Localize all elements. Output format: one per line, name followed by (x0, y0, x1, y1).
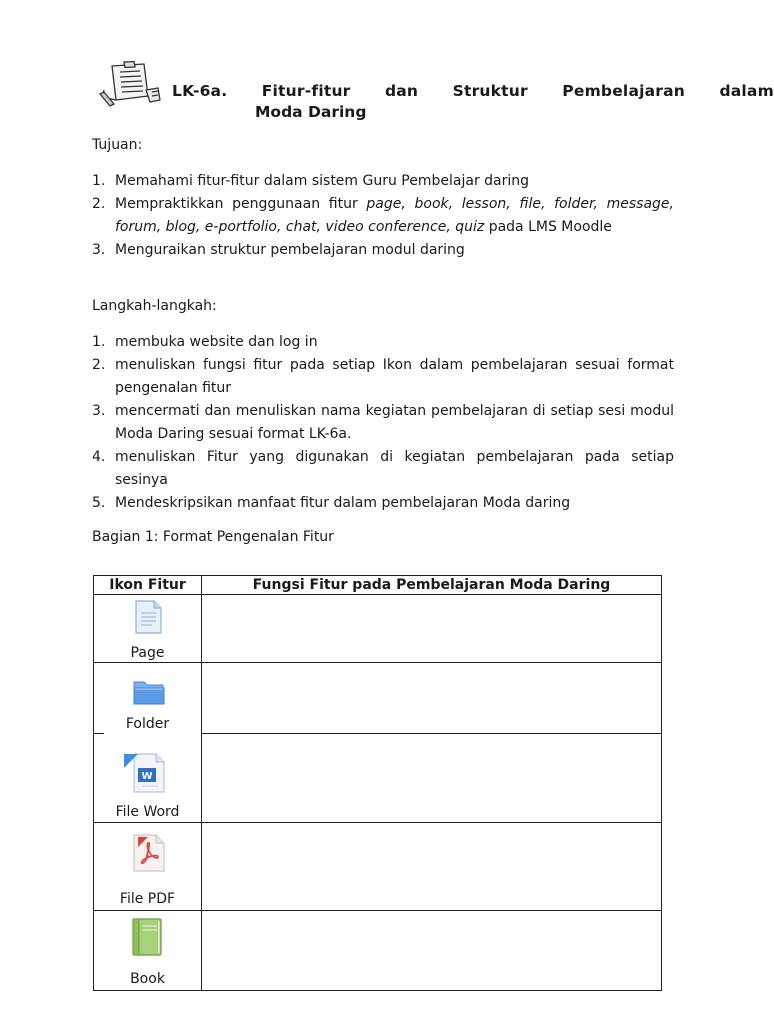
list-text: Mendeskripsikan manfaat fitur dalam pembelajaran Moda daring (115, 495, 571, 511)
clipboard-writing-icon (98, 60, 162, 108)
list-number: 4. (92, 449, 106, 465)
list-text-suffix: pada LMS Moodle (484, 219, 612, 235)
list-number: 5. (92, 495, 106, 511)
list-number: 2. (92, 196, 106, 212)
function-cell[interactable] (202, 595, 661, 662)
bagian-1-heading: Bagian 1: Format Pengenalan Fitur (92, 529, 334, 545)
list-text: Menguraikan struktur pembelajaran modul daring (115, 242, 465, 258)
column-header-function: Fungsi Fitur pada Pembelajaran Moda Daring (252, 577, 611, 593)
book-icon (130, 917, 164, 957)
table-row (94, 823, 661, 910)
list-item (92, 492, 674, 515)
list-number: 1. (92, 173, 106, 189)
list-number: 3. (92, 242, 106, 258)
folder-icon (132, 677, 166, 707)
list-text: mencermati dan menuliskan nama kegiatan pembelajaran di setiap sesi modul Moda Daring sesuai format LK-6a. (115, 403, 674, 442)
page-icon (132, 599, 164, 635)
list-text: menuliskan fungsi fitur pada setiap Ikon dalam pembelajaran sesuai format pengenalan fitur (115, 357, 674, 396)
list-number: 3. (92, 403, 106, 419)
document-title-line-2: Moda Daring (255, 103, 367, 121)
function-cell[interactable] (202, 734, 661, 822)
row-label: Folder (125, 716, 170, 732)
table-header-row (94, 576, 661, 595)
column-header-icon: Ikon Fitur (109, 577, 186, 593)
langkah-heading: Langkah-langkah: (92, 298, 217, 314)
list-text: membuka website dan log in (115, 334, 318, 350)
list-item (92, 331, 674, 354)
row-label: File PDF (119, 891, 176, 907)
list-number: 2. (92, 357, 106, 373)
list-item (92, 239, 674, 262)
document-title-line-1 (172, 82, 774, 100)
list-item (92, 193, 674, 239)
function-cell[interactable] (202, 663, 661, 733)
langkah-list (92, 331, 674, 515)
function-cell[interactable] (202, 911, 661, 990)
pdf-file-icon (128, 833, 168, 873)
title-word: Pembelajaran (562, 82, 686, 100)
row-label: Book (130, 971, 165, 987)
function-cell[interactable] (202, 823, 661, 910)
table-row (94, 595, 661, 662)
title-word: dan (384, 82, 419, 100)
table-row (94, 911, 661, 990)
list-text-italic: page, book, lesson, file, folder, message, forum, blog, e-portfolio, chat, video conference, quiz (115, 196, 674, 235)
list-number: 1. (92, 334, 106, 350)
tujuan-heading: Tujuan: (92, 137, 143, 153)
row-label: Page (130, 645, 165, 661)
list-text: Memahami fitur-fitur dalam sistem Guru Pembelajar daring (115, 173, 530, 189)
list-item (92, 354, 674, 400)
list-item (92, 400, 674, 446)
list-item (92, 170, 674, 193)
title-word: LK-6a. (172, 82, 228, 100)
document-header (98, 60, 774, 121)
svg-text:W: W (141, 771, 153, 782)
row-label: File Word (115, 804, 180, 820)
word-file-icon (124, 750, 172, 796)
table-row (94, 734, 661, 822)
title-word: Fitur-fitur (261, 82, 351, 100)
title-word: Struktur (452, 82, 528, 100)
feature-table (93, 575, 662, 991)
list-text-prefix: Mempraktikkan penggunaan fitur (115, 196, 367, 212)
title-word: dalam (719, 82, 774, 100)
list-item (92, 446, 674, 492)
tujuan-list (92, 170, 674, 262)
list-text: menuliskan Fitur yang digunakan di kegiatan pembelajaran pada setiap sesinya (115, 449, 674, 488)
table-row (94, 663, 661, 733)
